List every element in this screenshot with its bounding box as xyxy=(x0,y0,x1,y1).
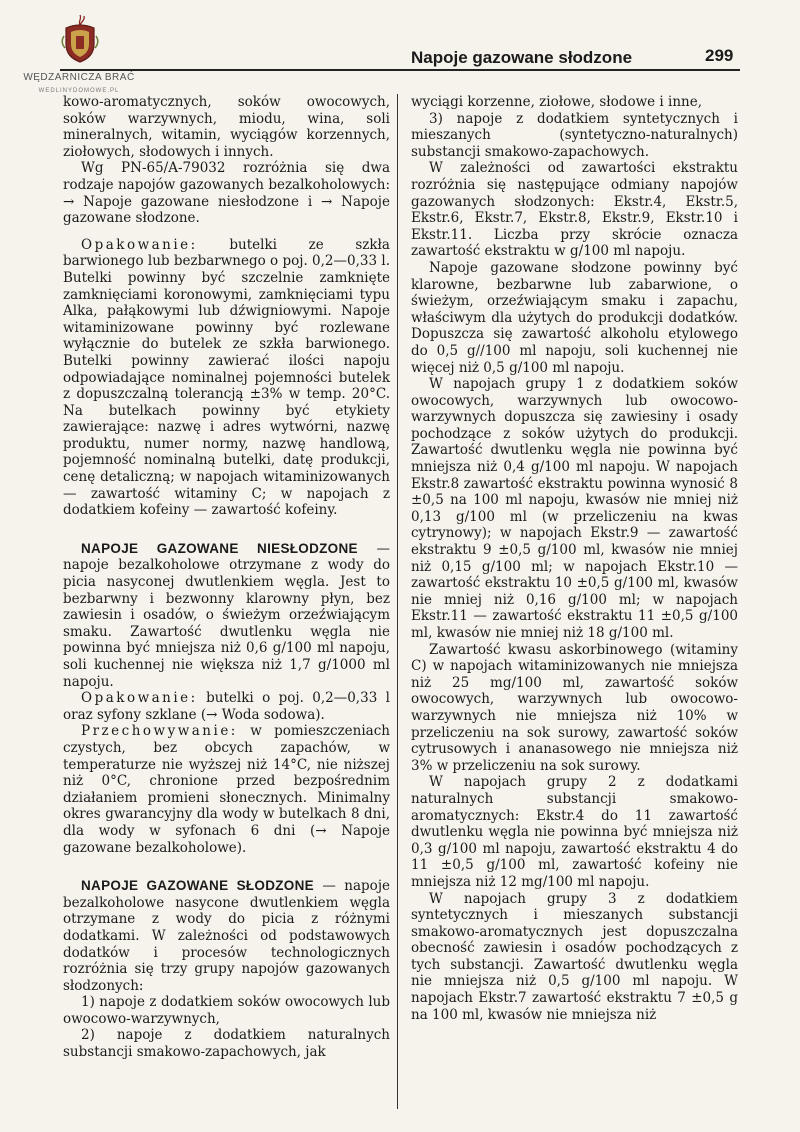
paragraph-text: butelki o poj. 0,2—0,33 l oraz syfony szklane (→ Woda sodowa). xyxy=(63,690,390,723)
paragraph-text: W napojach grupy 2 z dodatkami naturalnych substancji smakowo-aromatycznych: Ekstr.4 do 11 zawartość dwutlenku węgla nie powinna być mniejsza niż 0,3 g/100 ml napoju, zawartość ekstraktu 4 do 11 ±0,5 g/100 ml, zawartość kofeiny nie mniejsza niż 12 mg/100 ml napoju. xyxy=(411,774,738,890)
right-column xyxy=(411,94,738,1023)
smokehouse-emblem-icon xyxy=(60,14,100,64)
paragraph-label: Opakowanie: xyxy=(81,236,198,253)
paragraph-text: w pomieszczeniach czystych, bez obcych zapachów, w temperaturze nie wyższej niż 14°C, nie niższej niż 0°C, chronione przed bezpośrednim działaniem promieni słonecznych. Minimalny okres gwarancyjny dla wody w butelkach 8 dni, dla wody w syfonach 6 dni (→ Napoje gazowane bezalkoholowe). xyxy=(63,723,390,856)
paragraph xyxy=(63,94,390,160)
paragraph-text: 2) napoje z dodatkiem naturalnych substancji smakowo-zapachowych, jak xyxy=(63,1027,390,1061)
paragraph-text: Zawartość kwasu askorbinowego (witaminy C) w napojach witaminizowanych nie mniejsza niż 25 mg/100 ml, zawartość soków owocowych, warzywnych lub owocowo-warzywnych nie mniejsza niż 10% w przeliczeniu na sok surowy, zawartość soków cytrusowych i ananasowego nie mniejsza niż 3% w przeliczeniu na sok surowy. xyxy=(411,641,738,774)
section-title: NAPOJE GAZOWANE NIESŁODZONE xyxy=(81,540,358,556)
paragraph-label: Opakowanie: xyxy=(81,690,198,707)
paragraph-text: — napoje bezalkoholowe nasycone dwutlenkiem węgla otrzymane z wody do picia z różnymi dodatkami. W zależności od podstawowych dodatków i procesów technologicznych rozróżnia się trzy grupy napojów gazowanych słodzonych: xyxy=(63,878,390,994)
left-column xyxy=(63,94,390,1061)
paragraph xyxy=(411,160,738,260)
column-divider xyxy=(397,94,398,1109)
publisher-logo xyxy=(14,8,139,100)
paragraph xyxy=(63,160,390,226)
paragraph xyxy=(411,260,738,376)
paragraph xyxy=(411,891,738,1024)
running-title: Napoje gazowane słodzone xyxy=(411,48,633,67)
paragraph xyxy=(63,994,390,1027)
paragraph-text: wyciągi korzenne, ziołowe, słodowe i inne, xyxy=(411,94,703,110)
paragraph-text: Napoje gazowane słodzone powinny być klarowne, bezbarwne lub zabarwione, o świeżym, orzeźwiającym smaku i zapachu, właściwym dla użytych do produkcji dodatków. Dopuszcza się zawartość alkoholu etylowego do 0,5 g//100 ml napoju, soli kuchennej nie więcej niż 0,5 g/100 ml napoju. xyxy=(411,259,738,376)
paragraph-text: W napojach grupy 3 z dodatkiem syntetycznych i mieszanych substancji smakowo-aromatycznych jest dopuszczalna obecność zawiesin i osadów pochodzących z tych substancji. Zawartość dwutlenku węgla nie mniejsza niż 0,5 g/100 ml napoju. W napojach Ekstr.7 zawartość ekstraktu 7 ±0,5 g na 100 ml, kwasów nie mniejsza niż xyxy=(411,890,738,1023)
section-entry xyxy=(63,541,390,690)
paragraph-text: 1) napoje z dodatkiem soków owocowych lub owocowo-warzywnych, xyxy=(63,994,390,1027)
brand-url: WEDLINYDOMOWE.PL xyxy=(38,88,120,94)
paragraph-label: Przechowywanie: xyxy=(81,723,238,740)
header-rule xyxy=(60,69,740,71)
paragraph-text: kowo-aromatycznych, soków owocowych, soków warzywnych, miodu, wina, soli mineralnych, witamin, wyciągów korzennych, ziołowych, słodowych i innych. xyxy=(63,94,390,160)
paragraph xyxy=(63,690,390,723)
paragraph xyxy=(411,94,738,111)
paragraph-text: butelki ze szkła barwionego lub bezbarwnego o poj. 0,2—0,33 l. Butelki powinny być szczelnie zamknięte zamknięciami koronowymi, zamknięciami typu Alka, pałąkowymi lub dźwigniowymi. Napoje witaminizowane powinny być rozlewane wyłącznie do butelek ze szkła barwionego. Butelki powinny zawierać ilości napoju odpowiadające nominalnej pojemności butelek z dopuszczalną tolerancją ±3% w temp. 20°C. Na butelkach powinny być etykiety zawierające: nazwę i adres wytwórni, nazwę produktu, numer normy, nazwę handlową, pojemność nominalną butelki, datę produkcji, cenę detaliczną; w napojach witaminizowanych — zawartość witaminy C; w napojach z dodatkiem kofeiny — zawartość kofeiny. xyxy=(63,236,390,519)
paragraph-text: Wg PN-65/A-79032 rozróżnia się dwa rodzaje napojów gazowanych bezalkoholowych: → Napoje gazowane niesłodzone i → Napoje gazowane słodzone. xyxy=(63,160,390,227)
paragraph-text: 3) napoje z dodatkiem syntetycznych i mieszanych (syntetyczno-naturalnych) substancji smakowo-zapachowych. xyxy=(411,110,738,160)
paragraph xyxy=(411,111,738,161)
paragraph xyxy=(63,723,390,856)
brand-name: WĘDZARNICZA BRAĆ xyxy=(23,72,135,83)
paragraph xyxy=(411,376,738,642)
paragraph-text: W zależności od zawartości ekstraktu rozróżnia się następujące odmiany napojów gazowanych słodzonych: Ekstr.4, Ekstr.5, Ekstr.6, Ekstr.7, Ekstr.8, Ekstr.9, Ekstr.10 i Ekstr.11. Liczba przy skrócie oznacza zawartość ekstraktu w g/100 ml napoju. xyxy=(411,160,738,260)
paragraph xyxy=(63,1027,390,1060)
paragraph-text: W napojach grupy 1 z dodatkiem soków owocowych, warzywnych lub owocowo-warzywnych dopuszcza się zawiesiny i osady pochodzące z soków użytych do produkcji. Zawartość dwutlenku węgla nie powinna być mniejsza niż 0,4 g/100 ml napoju. W napojach Ekstr.8 zawartość ekstraktu powinna wynosić 8 ±0,5 na 100 ml napoju, kwasów nie mniej niż 0,13 g/100 ml (w przeliczeniu na kwas cytrynowy); w napojach Ekstr.9 — zawartość ekstraktu 9 ±0,5 g/100 ml, kwasów nie mniej niż 0,15 g/100 ml; w napojach Ekstr.10 — zawartość ekstraktu 10 ±0,5 g/100 ml, kwasów nie mniej niż 0,16 g/100 ml; w napojach Ekstr.11 — zawartość ekstraktu 11 ±0,5 g/100 ml, kwasów nie mniej niż 18 g/100 ml. xyxy=(411,376,738,641)
paragraph xyxy=(411,642,738,775)
paragraph-text: — napoje bezalkoholowe otrzymane z wody do picia nasyconej dwutlenkiem węgla. Jest to bezbarwny i bezwonny klarowny płyn, bez zawiesin i osadów, o świeżym orzeźwiającym smaku. Zawartość dwutlenku węgla nie powinna być mniejsza niż 0,6 g/100 ml napoju, soli kuchennej nie większa niż 1,7 g/1000 ml napoju. xyxy=(63,540,390,690)
paragraph xyxy=(63,237,390,519)
section-entry xyxy=(63,878,390,994)
paragraph xyxy=(411,774,738,890)
page-number: 299 xyxy=(705,46,734,65)
section-title: NAPOJE GAZOWANE SŁODZONE xyxy=(81,878,314,894)
